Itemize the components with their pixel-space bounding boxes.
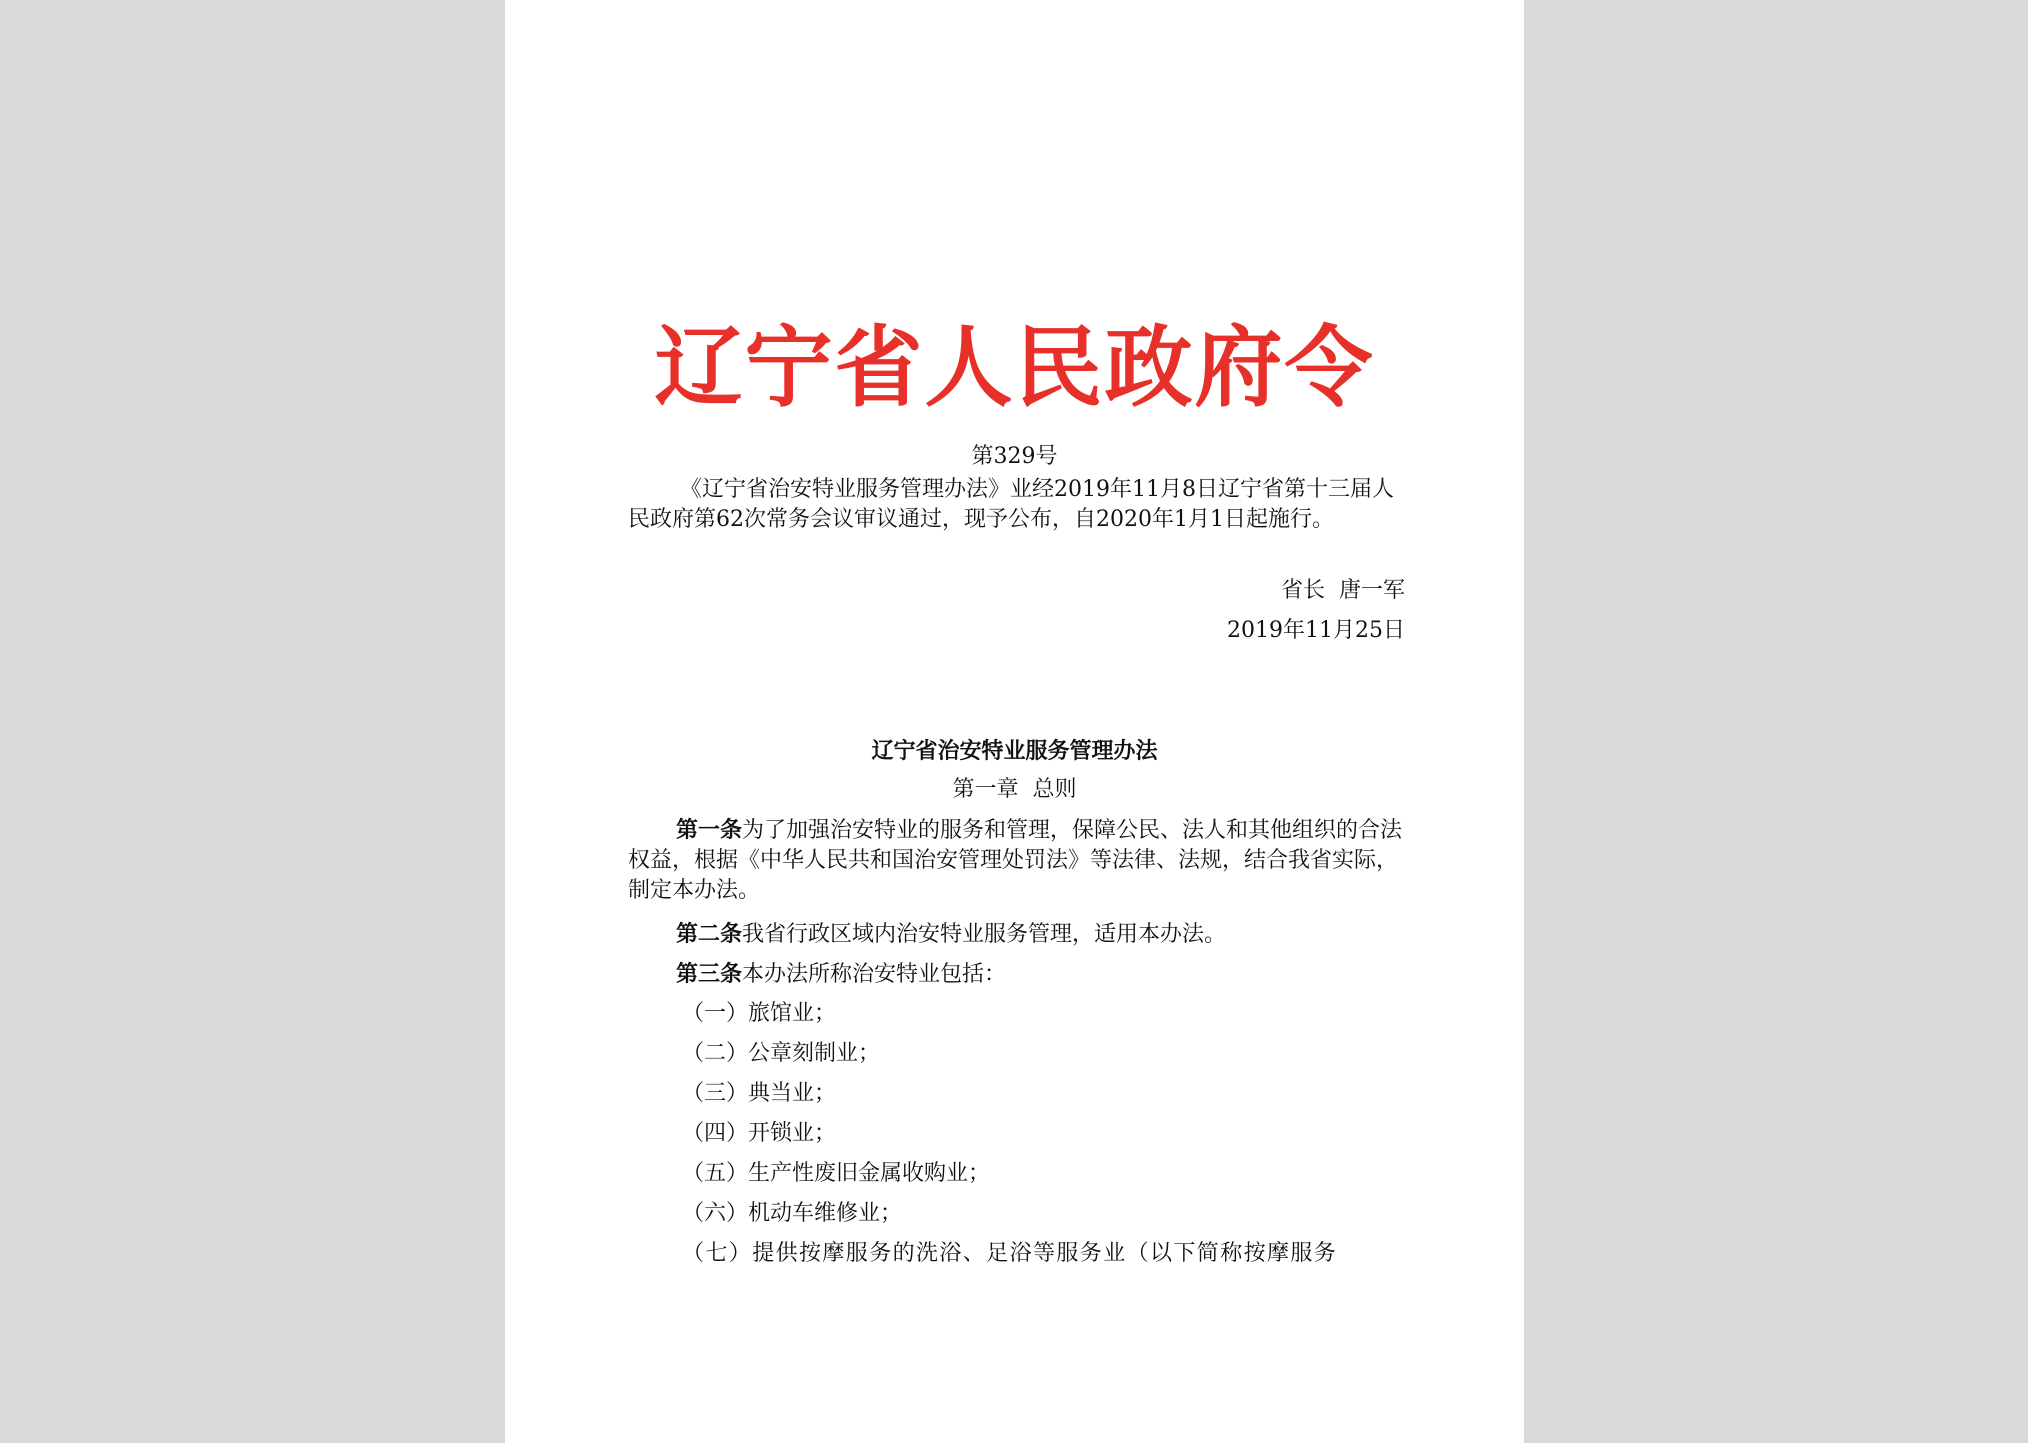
- article-1-label: 第一条: [676, 817, 743, 843]
- promulgation-paragraph: 《辽宁省治安特业服务管理办法》业经2019年11月8日辽宁省第十三届人民政府第62次常务会议审议通过，现予公布，自2020年1月1日起施行。: [628, 477, 1394, 532]
- decree-header-title: 辽宁省人民政府令: [654, 316, 1375, 419]
- article-1-text: 为了加强治安特业的服务和管理，保障公民、法人和其他组织的合法权益，根据《中华人民共和国治安管理处罚法》等法律、法规，结合我省实际，制定本办法。: [628, 818, 1403, 903]
- list-item: （七）提供按摩服务的洗浴、足浴等服务业（以下简称按摩服务: [682, 1241, 1338, 1266]
- article-2-text: 我省行政区域内治安特业服务管理，适用本办法。: [742, 922, 1227, 947]
- document-page: [505, 0, 1524, 1443]
- list-item: （三）典当业；: [682, 1081, 837, 1106]
- list-item: （一）旅馆业；: [682, 1001, 837, 1026]
- list-item: （六）机动车维修业；: [682, 1201, 903, 1226]
- chapter-title: 第一章 总则: [952, 777, 1077, 802]
- article-3-paragraph: [676, 959, 1006, 990]
- governor-signature-line: 省长 唐一军: [1281, 578, 1405, 603]
- article-2-label: 第二条: [676, 921, 743, 947]
- decree-date: 2019年11月25日: [1227, 618, 1405, 643]
- list-item: （四）开锁业；: [682, 1121, 837, 1146]
- article-3-label: 第三条: [676, 961, 743, 987]
- article-2-paragraph: [676, 919, 1226, 950]
- article-3-text: 本办法所称治安特业包括：: [742, 962, 1007, 987]
- decree-number: 第329号: [971, 444, 1058, 469]
- list-item: （二）公章刻制业；: [682, 1041, 881, 1066]
- article-1-paragraph: [628, 815, 1405, 906]
- regulation-title: 辽宁省治安特业服务管理办法: [871, 738, 1158, 764]
- list-item: （五）生产性废旧金属收购业；: [682, 1161, 991, 1186]
